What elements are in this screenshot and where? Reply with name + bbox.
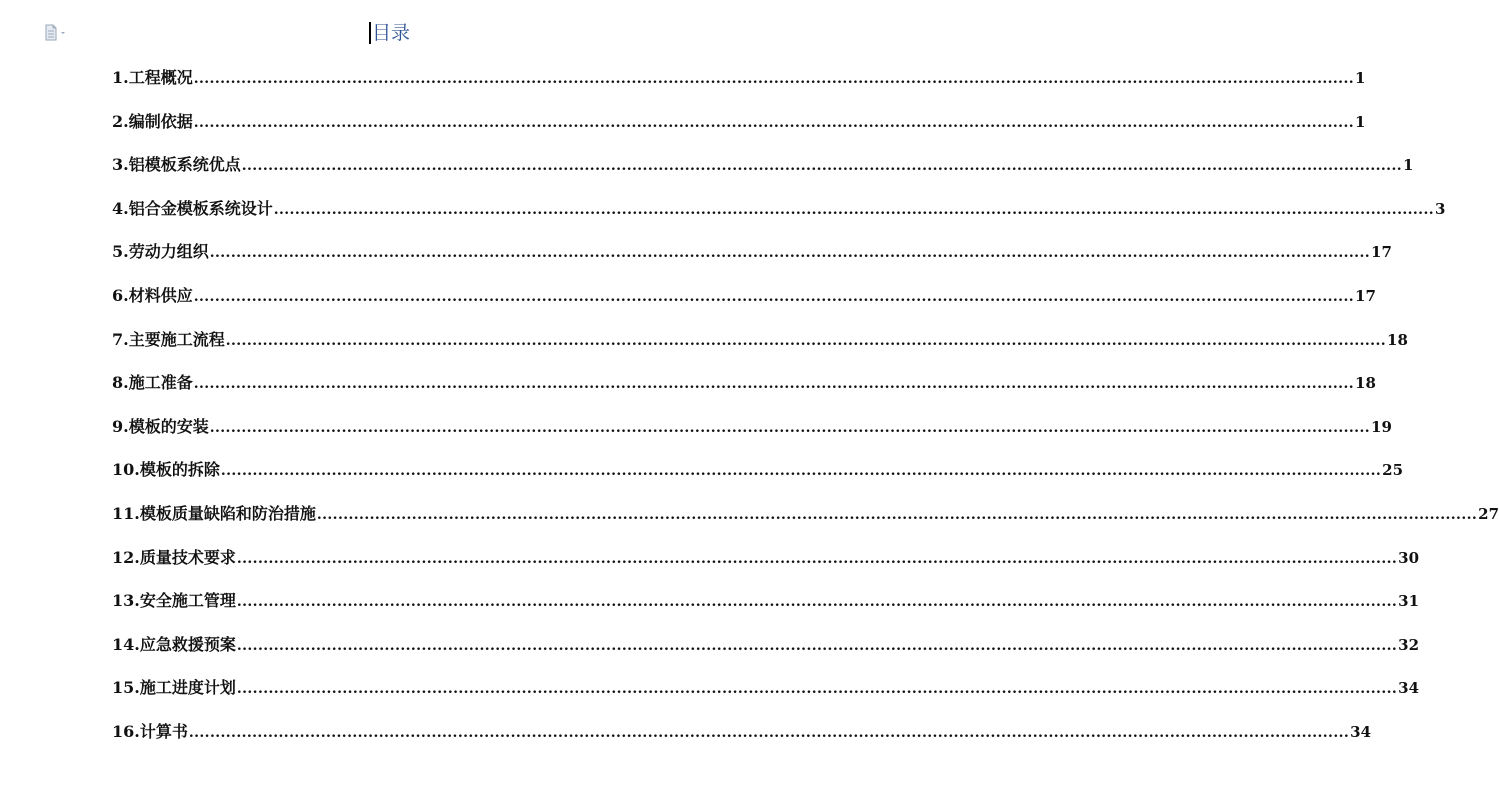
toc-entry-number: 1. — [112, 68, 129, 87]
toc-entry-title: 铝模板系统优点 — [128, 155, 241, 175]
toc-entry-title: 模板质量缺陷和防治措施 — [139, 504, 316, 523]
toc-entry[interactable] — [112, 328, 1408, 352]
toc-entry[interactable] — [112, 284, 1376, 308]
toc-entry-title: 编制依据 — [128, 111, 193, 131]
toc-entry[interactable] — [112, 153, 1414, 177]
toc-entry[interactable] — [112, 676, 1420, 700]
toc-entry-leader: ............................................................................................................................................................................................................................ — [209, 245, 1371, 262]
toc-entry-page: 19 — [1371, 417, 1392, 436]
toc-entry-page: 27 — [1478, 505, 1499, 523]
toc-entry-leader: ............................................................................................................................................................................................................................ — [273, 201, 1435, 218]
toc-entry-title: 施工准备 — [128, 373, 193, 393]
toc-entry[interactable] — [112, 720, 1372, 744]
toc-entry-title: 主要施工流程 — [128, 329, 225, 349]
toc-entry-leader: ............................................................................................................................................................................................................................ — [193, 114, 1355, 131]
toc-entry-title: 铝合金模板系统设计 — [128, 198, 273, 218]
toc-entry-page: 3 — [1435, 199, 1446, 218]
toc-entry-title: 安全施工管理 — [139, 591, 236, 611]
toc-entry-number: 16. — [112, 722, 140, 741]
toc-entry-leader: ............................................................................................................................................................................................................................ — [188, 725, 1350, 741]
toc-entry-title: 计算书 — [139, 722, 188, 741]
toc-entry-page: 1 — [1355, 112, 1366, 131]
toc-entry-title: 应急救援预案 — [139, 634, 236, 654]
toc-entry-page: 1 — [1403, 156, 1414, 175]
toc-entry-title: 材料供应 — [128, 286, 193, 305]
toc-entry[interactable] — [112, 110, 1366, 134]
toc-entry-leader: ............................................................................................................................................................................................................................ — [193, 71, 1355, 87]
toc-entry-page: 31 — [1398, 592, 1420, 611]
toc-entry-title: 模板的拆除 — [139, 460, 220, 480]
toc-entry-page: 34 — [1350, 723, 1372, 741]
toc-entry[interactable] — [112, 197, 1446, 221]
toc-heading: 目录 — [372, 22, 411, 44]
toc-entry-leader: ............................................................................................................................................................................................................................ — [241, 158, 1403, 175]
toc-entry[interactable] — [112, 240, 1392, 264]
toc-entry[interactable] — [112, 502, 1499, 526]
toc-entry-page: 32 — [1398, 635, 1420, 654]
toc-entry-leader: ............................................................................................................................................................................................................................ — [225, 332, 1387, 349]
toc-entry[interactable] — [112, 415, 1392, 439]
toc-entry-number: 10. — [112, 460, 140, 480]
toc-entry-number: 5. — [112, 242, 129, 262]
toc-entry-number: 4. — [112, 198, 129, 218]
toc-entry-leader: ............................................................................................................................................................................................................................ — [316, 507, 1478, 523]
toc-entry-title: 劳动力组织 — [128, 242, 209, 262]
toc-entry-page: 18 — [1355, 374, 1376, 393]
toc-entry-page: 30 — [1398, 548, 1420, 567]
toc-entry[interactable] — [112, 633, 1420, 657]
toc-entry[interactable] — [112, 66, 1366, 90]
toc-entry-leader: ............................................................................................................................................................................................................................ — [209, 419, 1371, 436]
toc-entry-number: 14. — [112, 634, 140, 654]
toc-entry[interactable] — [112, 458, 1404, 482]
toc-entry-number: 7. — [112, 329, 129, 349]
toc-entry-leader: ............................................................................................................................................................................................................................ — [193, 376, 1355, 393]
toc-entry-leader: ............................................................................................................................................................................................................................ — [220, 463, 1382, 480]
toc-entry-page: 17 — [1371, 243, 1392, 262]
toc-entry-title: 模板的安装 — [128, 416, 209, 436]
toc-entry-leader: ............................................................................................................................................................................................................................ — [236, 681, 1398, 698]
toc-entry-number: 13. — [112, 591, 140, 611]
toc-entry-number: 6. — [112, 286, 129, 305]
toc-entry-number: 12. — [112, 547, 140, 567]
toc-entry-number: 9. — [112, 416, 129, 436]
toc-entry-title: 质量技术要求 — [139, 547, 236, 567]
toc-entry-page: 1 — [1355, 69, 1366, 87]
toc-entry[interactable] — [112, 546, 1420, 570]
toc-entry-number: 8. — [112, 373, 129, 393]
toc-entry[interactable] — [112, 589, 1420, 613]
toc-entry-page: 34 — [1398, 679, 1420, 698]
toc-entry-page: 25 — [1382, 461, 1404, 480]
toc-entry-page: 17 — [1355, 287, 1376, 305]
toc-entry-number: 3. — [112, 155, 129, 175]
toc-entry-leader: ............................................................................................................................................................................................................................ — [236, 594, 1398, 611]
toc-entry-title: 施工进度计划 — [139, 678, 236, 698]
toc-entry-title: 工程概况 — [128, 68, 193, 87]
toc-entry-leader: ............................................................................................................................................................................................................................ — [193, 289, 1355, 305]
toc-entry-number: 15. — [112, 678, 140, 698]
toc-entry-leader: ............................................................................................................................................................................................................................ — [236, 550, 1398, 567]
toc-entry-number: 11. — [112, 504, 140, 523]
toc-entry-leader: ............................................................................................................................................................................................................................ — [236, 637, 1398, 654]
toc-entry-number: 2. — [112, 111, 129, 131]
toc-entry[interactable] — [112, 371, 1376, 395]
toc-entry-page: 18 — [1387, 330, 1408, 349]
